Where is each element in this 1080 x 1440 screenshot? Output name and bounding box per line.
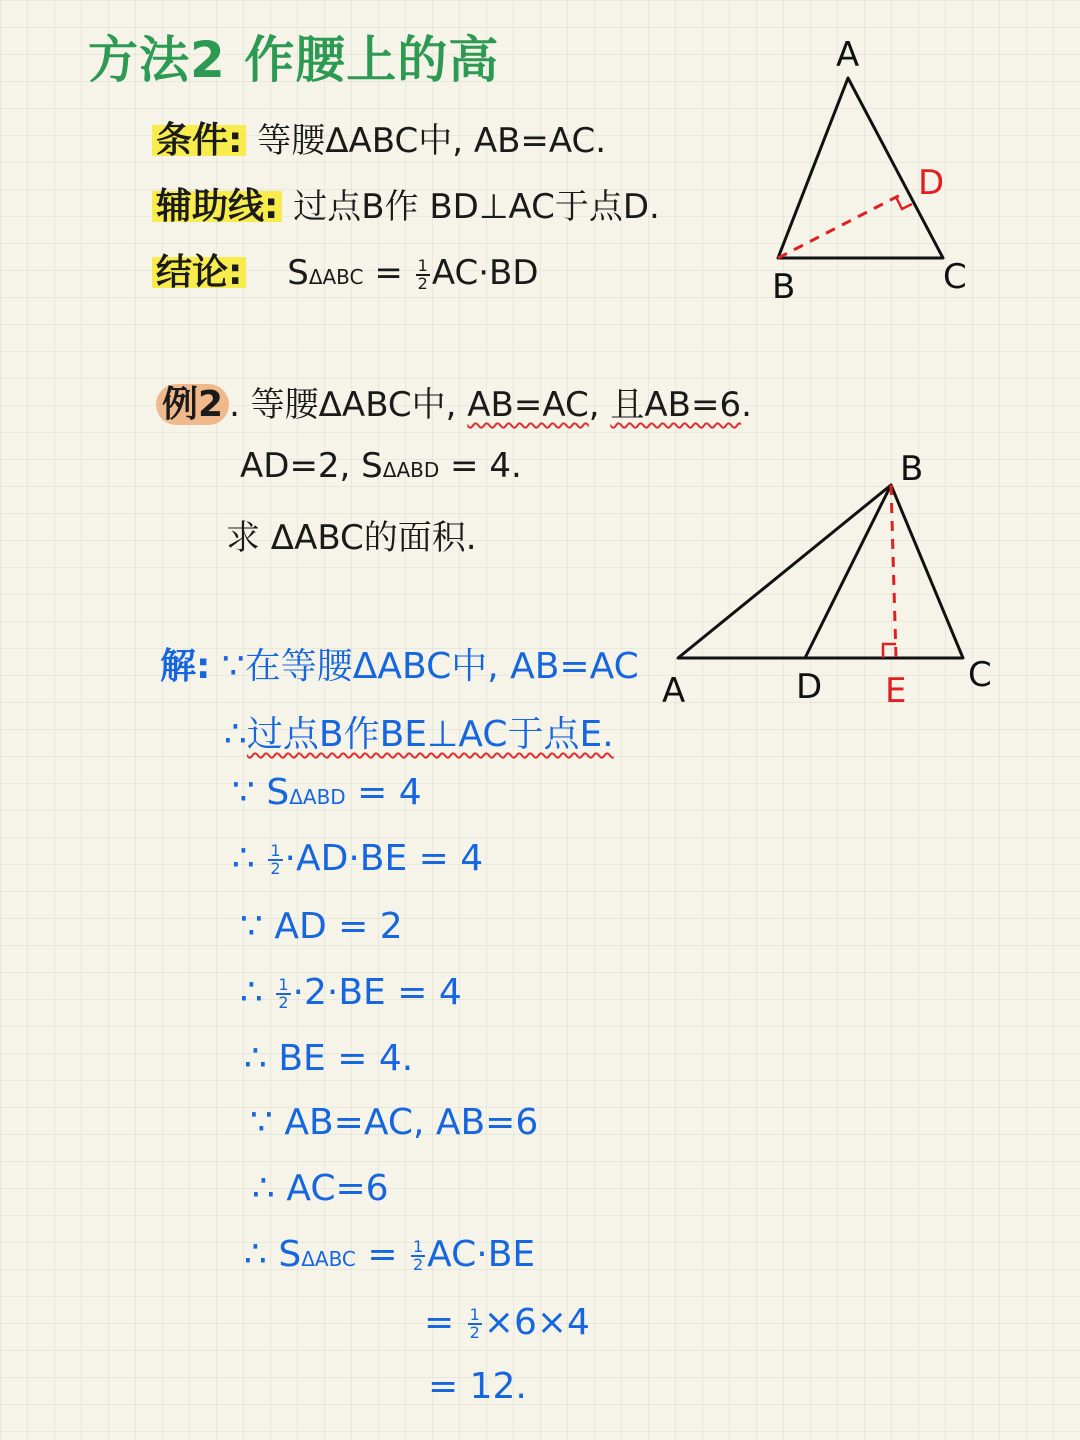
solution-step-11-fraction: $\frac{1}{2}$ xyxy=(469,1305,480,1342)
aux-line-row xyxy=(152,178,660,229)
conclusion-row xyxy=(152,244,539,295)
right-angle-mark-d xyxy=(896,197,912,209)
example-text-a: . 等腰ΔABC中, xyxy=(229,385,468,425)
vertex2-label-d: D xyxy=(796,667,823,707)
page-title: 方法2 作腰上的高 xyxy=(88,31,500,89)
solution-line-9: ∴ AC=6 xyxy=(252,1168,389,1209)
solution-step-2-symbol: ∴ xyxy=(224,714,247,755)
solution-final-answer: = 12. xyxy=(428,1366,527,1407)
solution-line-1 xyxy=(160,638,639,689)
example-s-subscript: ΔABD xyxy=(382,458,440,482)
vertex-label-b: B xyxy=(772,267,796,307)
vertex2-label-e: E xyxy=(885,671,907,711)
example-given-ab-6: 且AB=6 xyxy=(610,385,742,425)
half-fraction: $\frac{1}{2}$ xyxy=(417,255,428,293)
example-ad-and-s: AD=2, S xyxy=(240,446,383,486)
example-text-c: , xyxy=(588,385,611,425)
altitude-be xyxy=(891,485,896,658)
example-given-ab-ac: AB=AC xyxy=(467,385,589,425)
solution-line-4 xyxy=(232,838,483,879)
solution-step-10-sub: ΔABC xyxy=(301,1247,356,1271)
triangle-abc-2 xyxy=(678,485,963,658)
altitude-bd xyxy=(778,192,906,258)
right-angle-mark-e xyxy=(883,644,896,658)
vertex2-label-c: C xyxy=(968,655,992,695)
solution-step-10-b: AC·BE xyxy=(427,1234,536,1275)
solution-step-11-a: = xyxy=(424,1302,466,1343)
solution-step-3-a: ∵ S xyxy=(232,772,290,813)
figure-triangle-abc-altitude-be xyxy=(650,440,1010,720)
conclusion-s: S xyxy=(287,253,309,293)
segment-bd xyxy=(805,485,891,658)
solution-line-2 xyxy=(224,706,614,757)
solution-step-6-a: ∴ xyxy=(240,972,275,1013)
solution-step-6-fraction: $\frac{1}{2}$ xyxy=(278,975,289,1012)
solution-line-11 xyxy=(424,1302,590,1343)
solution-line-10 xyxy=(244,1234,535,1275)
example-text-e: . xyxy=(741,385,752,425)
conclusion-subscript: ΔABC xyxy=(308,265,364,289)
example-line-1 xyxy=(156,376,752,427)
solution-step-10-a: ∴ S xyxy=(244,1234,302,1275)
solution-label: 解: xyxy=(160,646,211,687)
vertex-label-d: D xyxy=(918,163,945,203)
solution-step-4-a: ∴ xyxy=(232,838,267,879)
condition-row xyxy=(152,112,606,163)
figure-triangle-abc-altitude-bd xyxy=(760,30,1020,310)
solution-step-3-sub: ΔABD xyxy=(289,785,346,809)
solution-line-5: ∵ AD = 2 xyxy=(240,906,403,947)
solution-line-7: ∴ BE = 4. xyxy=(244,1038,414,1079)
aux-line-label: 辅助线: xyxy=(152,186,282,227)
vertex-label-a: A xyxy=(836,35,860,75)
condition-text: 等腰ΔABC中, AB=AC. xyxy=(257,121,607,161)
solution-step-10-fraction: $\frac{1}{2}$ xyxy=(412,1237,424,1274)
vertex2-label-b: B xyxy=(900,449,924,489)
conclusion-rhs: AC·BD xyxy=(431,253,539,293)
solution-line-3 xyxy=(232,772,422,813)
solution-step-11-b: ×6×4 xyxy=(483,1302,590,1343)
solution-step-3-b: = 4 xyxy=(345,772,422,813)
solution-step-10-eq: = xyxy=(355,1234,409,1275)
vertex-label-c: C xyxy=(943,257,967,297)
vertex2-label-a: A xyxy=(662,671,686,711)
conclusion-label: 结论: xyxy=(152,252,246,293)
solution-step-4-b: ·AD·BE = 4 xyxy=(284,838,484,879)
solution-step-1: ∵在等腰ΔABC中, AB=AC xyxy=(221,646,639,687)
condition-label: 条件: xyxy=(152,120,246,161)
example-line-2 xyxy=(240,446,522,486)
solution-step-2: 过点B作BE⊥AC于点E. xyxy=(246,714,614,755)
aux-line-text: 过点B作 BD⊥AC于点D. xyxy=(293,187,660,227)
solution-line-6 xyxy=(240,972,462,1013)
example-question: 求 ΔABC的面积. xyxy=(226,518,477,558)
solution-line-8: ∵ AB=AC, AB=6 xyxy=(250,1102,539,1143)
solution-step-6-b: ·2·BE = 4 xyxy=(292,972,462,1013)
example-s-value: = 4. xyxy=(439,446,522,486)
solution-step-4-fraction: $\frac{1}{2}$ xyxy=(270,841,281,878)
conclusion-equals: = xyxy=(374,253,403,293)
example-label: 例2 xyxy=(156,384,229,425)
